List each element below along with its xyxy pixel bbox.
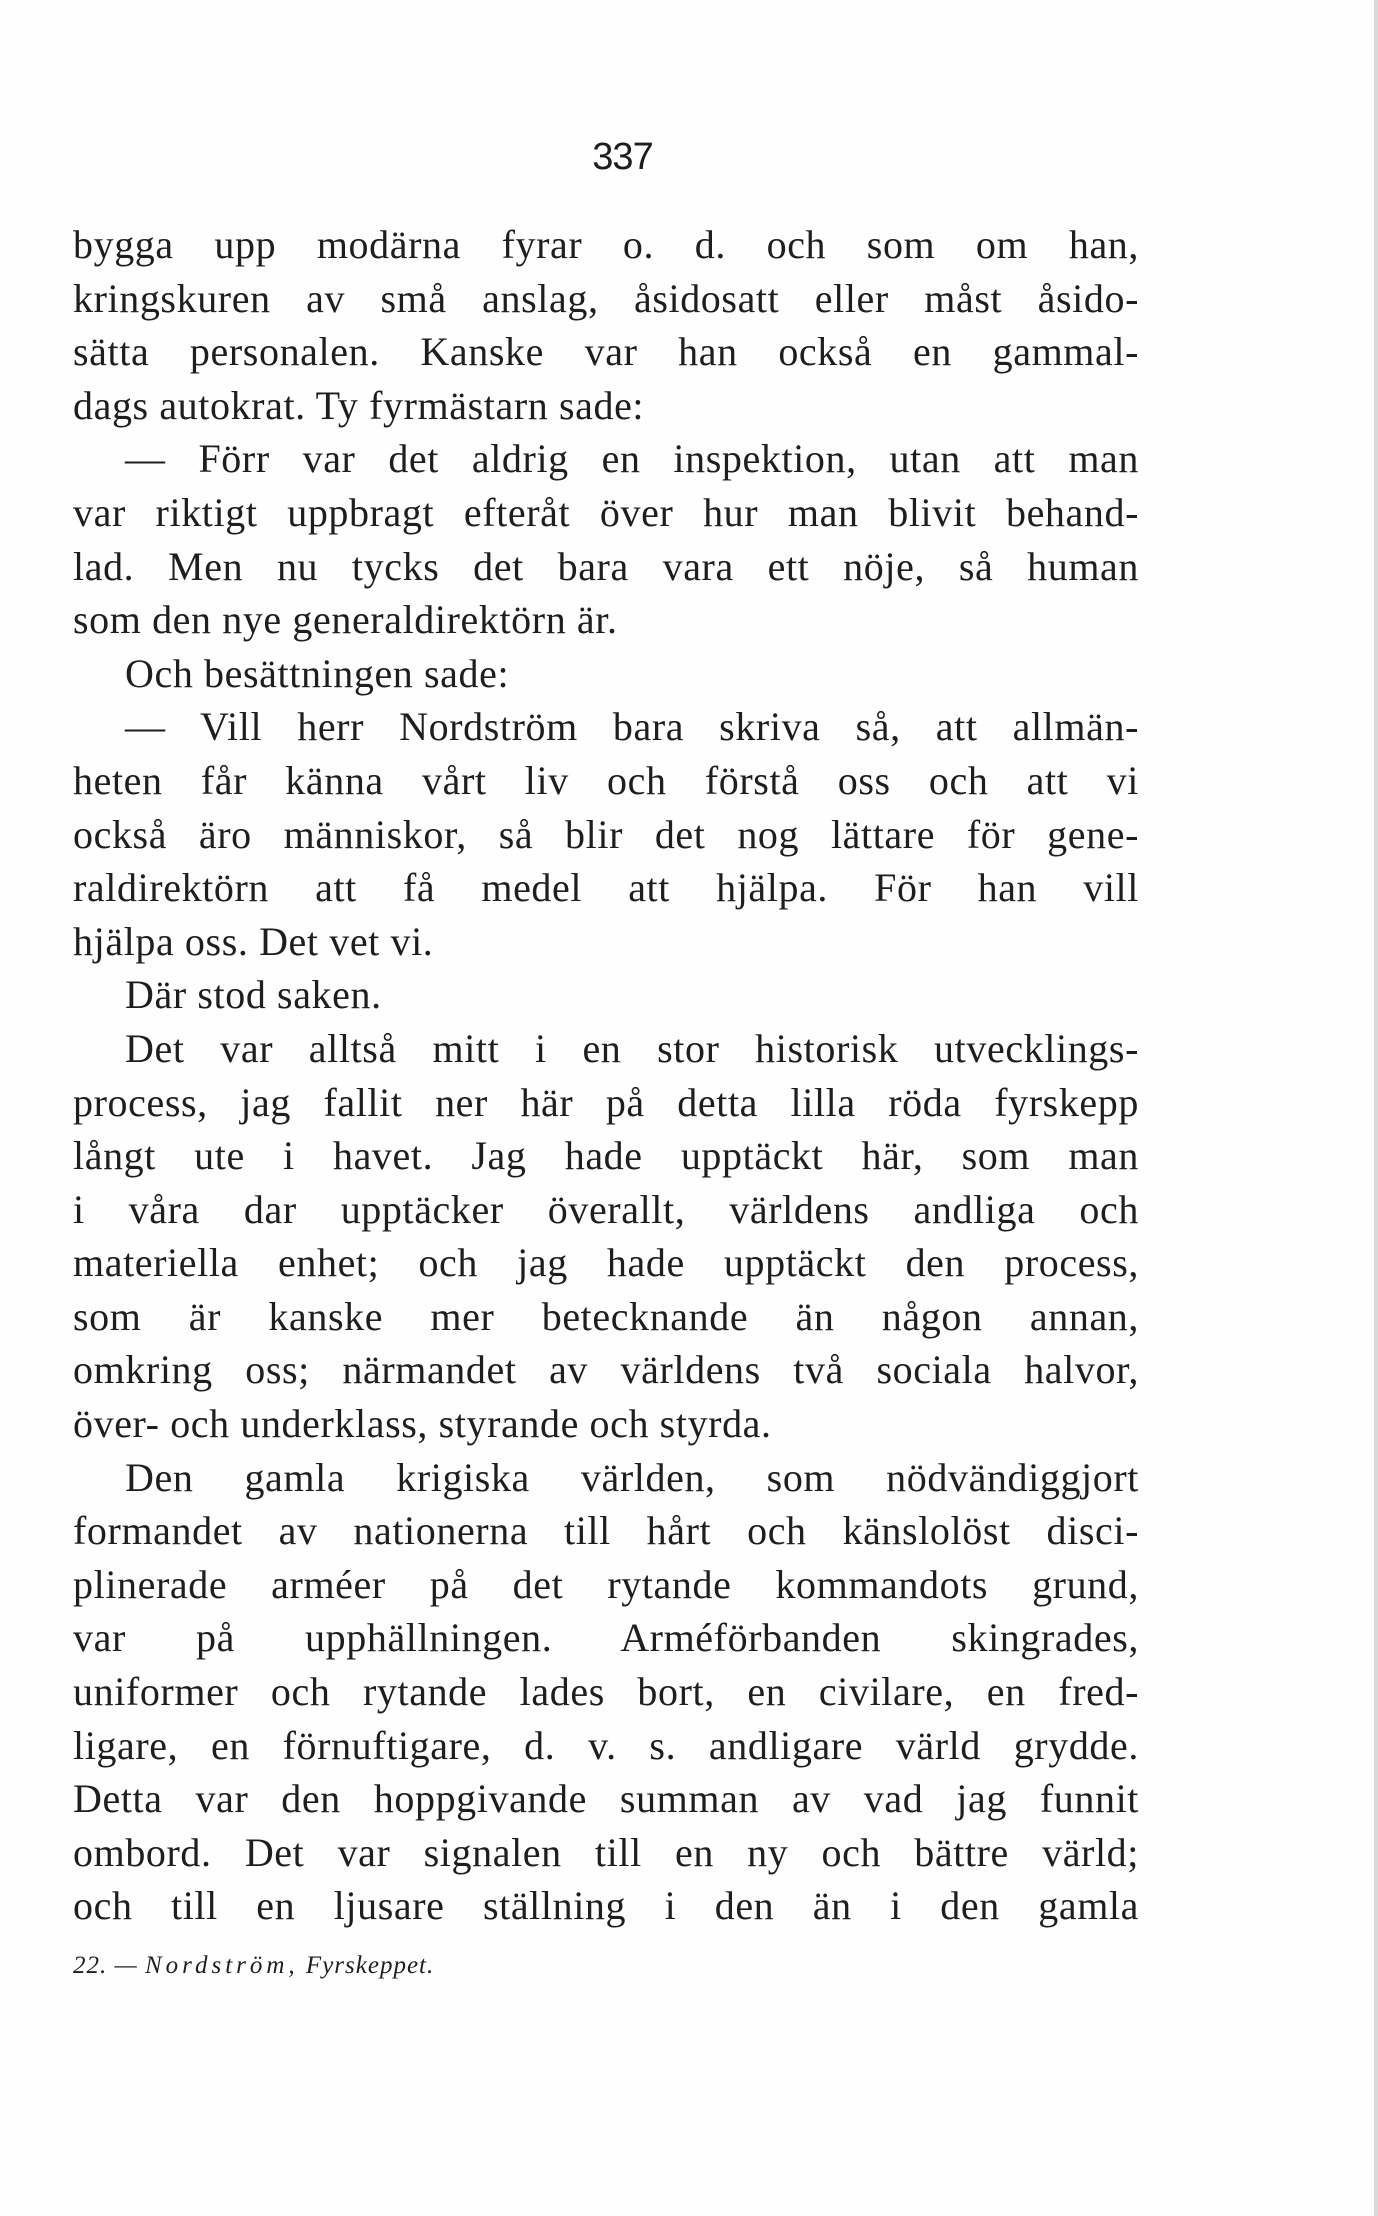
text-line: var riktigt uppbragt efteråt över hur man blivit behand- [73,489,1139,535]
text-line: i våra dar upptäcker överallt, världens andliga och [73,1186,1139,1232]
text-line: kringskuren av små anslag, åsidosatt eller måst åsido- [73,275,1139,321]
signature-author: Nordström, [144,1952,299,1979]
text-line: formandet av nationerna till hårt och känslolöst disci- [73,1508,1139,1554]
signature-title: Fyrskeppet. [305,1952,435,1979]
signature-sheet-number: 22. [73,1952,108,1979]
signature-dash: — [114,1952,138,1979]
text-line: raldirektörn att få medel att hjälpa. För han vill [73,865,1139,911]
text-line: Den gamla krigiska världen, som nödvändiggjort [125,1454,1139,1500]
text-line: omkring oss; närmandet av världens två sociala halvor, [73,1347,1139,1393]
text-line: Där stod saken. [125,972,382,1018]
text-line: ligare, en förnuftigare, d. v. s. andligare värld grydde. [73,1722,1139,1768]
text-line: och till en ljusare ställning i den än i den gamla [73,1883,1139,1929]
body-text [73,218,1139,1933]
text-line: Och besättningen sade: [125,650,510,696]
text-line: lad. Men nu tycks det bara vara ett nöje, så human [73,543,1139,589]
text-line: process, jag fallit ner här på detta lilla röda fyrskepp [73,1079,1139,1125]
text-line: som är kanske mer betecknande än någon annan, [73,1293,1139,1339]
text-line: heten får känna vårt liv och förstå oss och att vi [73,757,1139,803]
text-line: materiella enhet; och jag hade upptäckt den process, [73,1240,1139,1286]
text-line: ombord. Det var signalen till en ny och bättre värld; [73,1829,1139,1875]
text-line: bygga upp modärna fyrar o. d. och som om han, [73,222,1139,267]
page-edge [1374,0,1378,2216]
text-line: långt ute i havet. Jag hade upptäckt här, som man [73,1133,1139,1179]
text-line: dags autokrat. Ty fyrmästarn sade: [73,382,645,428]
text-line: sätta personalen. Kanske var han också en gammal- [73,329,1139,375]
text-line: också äro människor, så blir det nog lättare för gene- [73,811,1139,857]
text-line: Detta var den hoppgivande summan av vad jag funnit [73,1776,1139,1822]
text-line: plinerade arméer på det rytande kommandots grund, [73,1561,1139,1607]
text-line: — Förr var det aldrig en inspektion, utan att man [125,436,1139,482]
text-line: som den nye generaldirektörn är. [73,597,618,643]
page-number: 337 [592,136,653,178]
text-line: var på upphällningen. Arméförbanden skingrades, [73,1615,1139,1661]
text-line: uniformer och rytande lades bort, en civilare, en fred- [73,1669,1139,1715]
text-line: — Vill herr Nordström bara skriva så, att allmän- [125,704,1139,750]
text-line: över- och underklass, styrande och styrda. [73,1401,772,1447]
text-line: hjälpa oss. Det vet vi. [73,918,434,964]
printer-signature [73,1952,434,1980]
text-line: Det var alltså mitt i en stor historisk utvecklings- [125,1025,1139,1071]
